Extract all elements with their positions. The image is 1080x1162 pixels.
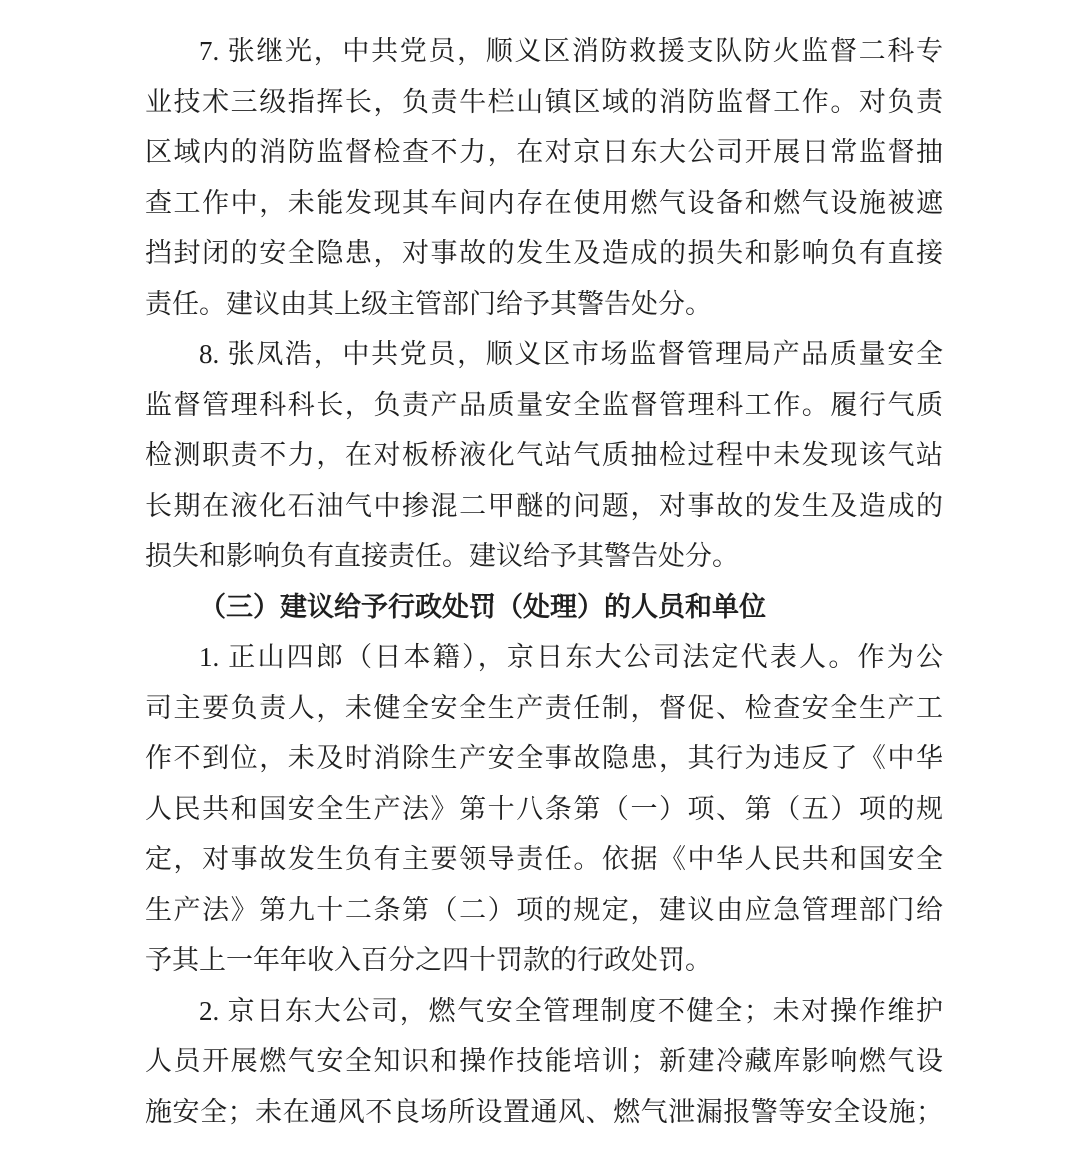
text-line: 区域内的消防监督检查不力，在对京日东大公司开展日常监督抽 [145,137,943,167]
text-line: 8. 张凤浩，中共党员，顺义区市场监督管理局产品质量安全 [199,339,943,369]
text-line: 检测职责不力，在对板桥液化气站气质抽检过程中未发现该气站 [145,440,943,470]
paragraph-item-8 [145,329,943,582]
text-line: 人民共和国安全生产法》第十八条第（一）项、第（五）项的规 [145,793,943,824]
text-line: 监督管理科科长，负责产品质量安全监督管理科工作。履行气质 [145,389,943,420]
text-line: 业技术三级指挥长，负责牛栏山镇区域的消防监督工作。对负责 [145,86,943,117]
text-line: 2. 京日东大公司，燃气安全管理制度不健全；未对操作维护 [199,995,943,1026]
text-line: 责任。建议由其上级主管部门给予其警告处分。 [145,288,712,319]
paragraph-item-7 [145,26,943,329]
text-line: 作不到位，未及时消除生产安全事故隐患，其行为违反了《中华 [145,743,943,773]
text-line: 长期在液化石油气中掺混二甲醚的问题，对事故的发生及造成的 [145,490,943,521]
text-line: 施安全；未在通风不良场所设置通风、燃气泄漏报警等安全设施； [145,1096,943,1127]
section-heading: （三）建议给予行政处罚（处理）的人员和单位 [199,591,766,622]
text-line: 人员开展燃气安全知识和操作技能培训；新建冷藏库影响燃气设 [145,1046,943,1076]
text-line: 1. 正山四郎（日本籍），京日东大公司法定代表人。作为公 [199,642,943,672]
text-line: 7. 张继光，中共党员，顺义区消防救援支队防火监督二科专 [199,36,943,66]
text-line: 挡封闭的安全隐患，对事故的发生及造成的损失和影响负有直接 [145,238,943,268]
paragraph-item-2 [145,986,943,1138]
text-line: 查工作中，未能发现其车间内存在使用燃气设备和燃气设施被遮 [145,187,943,218]
section-heading-3 [145,582,943,633]
paragraph-item-1 [145,632,943,986]
text-line: 损失和影响负有直接责任。建议给予其警告处分。 [145,541,739,571]
text-line: 定，对事故发生负有主要领导责任。依据《中华人民共和国安全 [145,844,943,874]
text-line: 生产法》第九十二条第（二）项的规定，建议由应急管理部门给 [145,894,943,925]
text-line: 司主要负责人，未健全安全生产责任制，督促、检查安全生产工 [145,692,943,723]
text-line: 予其上一年年收入百分之四十罚款的行政处罚。 [145,945,712,975]
